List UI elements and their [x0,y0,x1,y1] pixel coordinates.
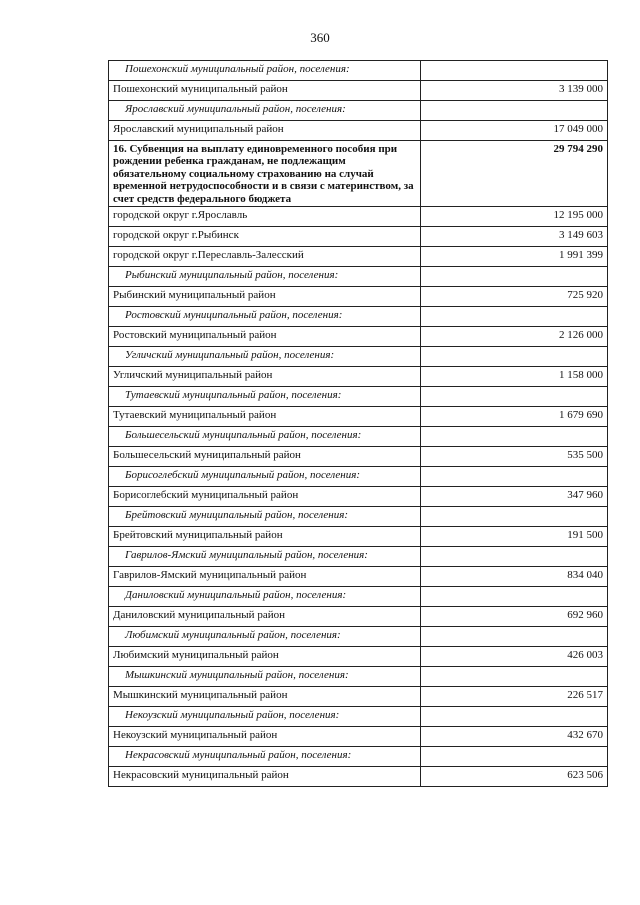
table-row [109,287,608,307]
row-name: Брейтовский муниципальный район, поселения: [109,507,421,527]
table-row [109,487,608,507]
row-amount [421,587,608,607]
row-name: городской округ г.Ярославль [109,207,421,227]
section-header-row [109,141,608,207]
table-row [109,81,608,101]
settlements-subheader-row [109,101,608,121]
row-amount [421,507,608,527]
row-name: Борисоглебский муниципальный район, поселения: [109,467,421,487]
row-name: Гаврилов-Ямский муниципальный район, поселения: [109,547,421,567]
table-row [109,687,608,707]
row-name: Даниловский муниципальный район, поселения: [109,587,421,607]
row-name: Угличский муниципальный район [109,367,421,387]
row-amount: 535 500 [421,447,608,467]
row-amount [421,347,608,367]
row-amount: 3 139 000 [421,81,608,101]
row-amount: 623 506 [421,767,608,787]
settlements-subheader-row [109,307,608,327]
settlements-subheader-row [109,427,608,447]
row-name: Пошехонский муниципальный район [109,81,421,101]
row-name: Некоузский муниципальный район, поселения: [109,707,421,727]
settlements-subheader-row [109,667,608,687]
row-name: Ростовский муниципальный район, поселения: [109,307,421,327]
row-amount: 692 960 [421,607,608,627]
row-amount [421,267,608,287]
settlements-subheader-row [109,467,608,487]
settlements-subheader-row [109,61,608,81]
row-amount: 12 195 000 [421,207,608,227]
row-name: городской округ г.Переславль-Залесский [109,247,421,267]
row-name: Рыбинский муниципальный район, поселения: [109,267,421,287]
row-name: Некрасовский муниципальный район [109,767,421,787]
row-name: Гаврилов-Ямский муниципальный район [109,567,421,587]
row-amount: 1 679 690 [421,407,608,427]
table-row [109,367,608,387]
subvention-table [108,60,608,787]
row-amount [421,707,608,727]
table-row [109,727,608,747]
table-row [109,447,608,467]
row-amount [421,101,608,121]
settlements-subheader-row [109,627,608,647]
row-amount [421,61,608,81]
row-name: Ростовский муниципальный район [109,327,421,347]
table-row [109,607,608,627]
row-amount: 426 003 [421,647,608,667]
settlements-subheader-row [109,707,608,727]
settlements-subheader-row [109,347,608,367]
row-name: Мышкинский муниципальный район [109,687,421,707]
row-amount [421,547,608,567]
row-amount: 834 040 [421,567,608,587]
table-row [109,407,608,427]
page-number: 360 [310,30,330,45]
table-row [109,247,608,267]
table-row [109,207,608,227]
row-name: Даниловский муниципальный район [109,607,421,627]
row-amount: 226 517 [421,687,608,707]
row-name: Тутаевский муниципальный район [109,407,421,427]
row-name: Мышкинский муниципальный район, поселения: [109,667,421,687]
table-row [109,647,608,667]
row-amount [421,667,608,687]
row-name: Любимский муниципальный район, поселения: [109,627,421,647]
table-row [109,567,608,587]
table-body [109,61,608,787]
row-amount [421,627,608,647]
row-amount: 17 049 000 [421,121,608,141]
row-name: Большесельский муниципальный район [109,447,421,467]
row-name: Угличский муниципальный район, поселения: [109,347,421,367]
settlements-subheader-row [109,387,608,407]
row-amount: 432 670 [421,727,608,747]
row-name: Некрасовский муниципальный район, поселения: [109,747,421,767]
settlements-subheader-row [109,587,608,607]
row-amount: 3 149 603 [421,227,608,247]
settlements-subheader-row [109,507,608,527]
row-amount: 2 126 000 [421,327,608,347]
row-amount [421,467,608,487]
table-row [109,121,608,141]
table-row [109,767,608,787]
row-name: Ярославский муниципальный район, поселения: [109,101,421,121]
row-amount: 347 960 [421,487,608,507]
row-name: Ярославский муниципальный район [109,121,421,141]
row-amount [421,747,608,767]
row-name: Пошехонский муниципальный район, поселения: [109,61,421,81]
row-name: 16. Субвенция на выплату единовременного пособия при рождении ребенка гражданам, не подлежащим обязательному социальному страхованию на случай временной нетрудоспособности и в связи с материнством, за счет средств федерального бюджета [109,141,421,207]
row-amount: 191 500 [421,527,608,547]
settlements-subheader-row [109,747,608,767]
row-amount: 725 920 [421,287,608,307]
row-name: Брейтовский муниципальный район [109,527,421,547]
row-amount [421,427,608,447]
row-name: Любимский муниципальный район [109,647,421,667]
row-name: Некоузский муниципальный район [109,727,421,747]
row-name: Борисоглебский муниципальный район [109,487,421,507]
table-row [109,227,608,247]
settlements-subheader-row [109,547,608,567]
settlements-subheader-row [109,267,608,287]
row-name: Рыбинский муниципальный район [109,287,421,307]
row-name: городской округ г.Рыбинск [109,227,421,247]
row-amount: 1 158 000 [421,367,608,387]
row-name: Большесельский муниципальный район, поселения: [109,427,421,447]
row-name: Тутаевский муниципальный район, поселения: [109,387,421,407]
row-amount: 1 991 399 [421,247,608,267]
row-amount [421,387,608,407]
table-row [109,327,608,347]
row-amount: 29 794 290 [421,141,608,207]
row-amount [421,307,608,327]
table-row [109,527,608,547]
